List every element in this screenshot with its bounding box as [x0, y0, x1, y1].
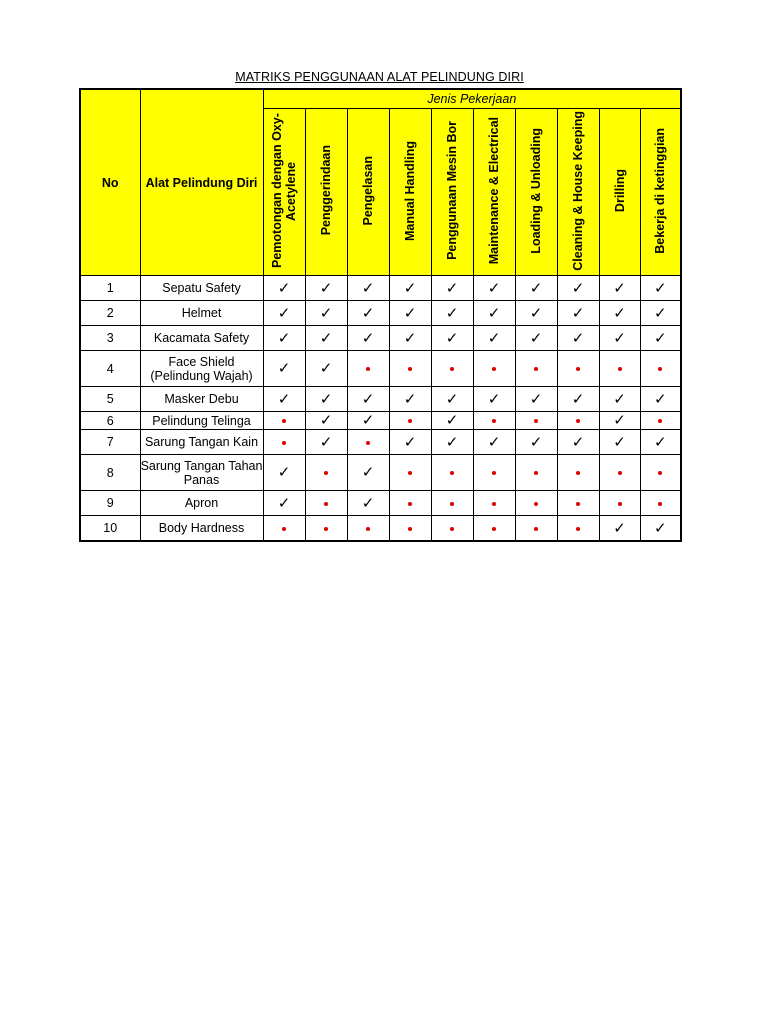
table-row — [80, 430, 681, 455]
required-check-cell — [305, 326, 347, 351]
ppe-item-name: Apron — [140, 491, 263, 516]
required-check-cell — [347, 491, 389, 516]
required-check-cell — [473, 276, 515, 301]
required-check-cell — [347, 387, 389, 412]
required-check-cell — [640, 430, 681, 455]
header-no: No — [80, 89, 140, 276]
required-check-cell — [557, 301, 599, 326]
red-dot-icon — [534, 471, 538, 475]
required-check-cell — [305, 387, 347, 412]
check-icon: ✓ — [445, 329, 459, 347]
check-icon: ✓ — [613, 412, 626, 429]
table-row — [80, 516, 681, 542]
required-check-cell — [347, 412, 389, 430]
required-check-cell — [557, 430, 599, 455]
not-required-cell — [347, 516, 389, 542]
job-header-label: Loading & Unloading — [529, 127, 543, 254]
required-check-cell — [431, 301, 473, 326]
table-row — [80, 276, 681, 301]
not-required-cell — [515, 351, 557, 387]
check-icon: ✓ — [529, 390, 543, 408]
check-icon: ✓ — [361, 329, 375, 347]
required-check-cell — [431, 430, 473, 455]
red-dot-icon — [658, 419, 662, 423]
job-header — [515, 109, 557, 276]
not-required-cell — [640, 491, 681, 516]
job-header-label: Maintenance & Electrical — [487, 116, 501, 265]
check-icon: ✓ — [277, 329, 291, 347]
required-check-cell — [347, 276, 389, 301]
header-job-group: Jenis Pekerjaan — [263, 89, 681, 109]
red-dot-icon — [576, 419, 580, 423]
required-check-cell — [305, 276, 347, 301]
check-icon: ✓ — [529, 304, 543, 322]
red-dot-icon — [408, 367, 412, 371]
job-header-label: Bekerja di ketinggian — [653, 127, 668, 254]
required-check-cell — [473, 301, 515, 326]
check-icon: ✓ — [613, 390, 626, 408]
required-check-cell — [431, 412, 473, 430]
check-icon: ✓ — [613, 279, 626, 297]
required-check-cell — [389, 301, 431, 326]
required-check-cell — [305, 351, 347, 387]
check-icon: ✓ — [319, 304, 333, 322]
check-icon: ✓ — [277, 279, 291, 297]
required-check-cell — [305, 430, 347, 455]
red-dot-icon — [534, 419, 538, 423]
not-required-cell — [557, 351, 599, 387]
check-icon: ✓ — [613, 519, 626, 537]
required-check-cell — [347, 301, 389, 326]
required-check-cell — [515, 301, 557, 326]
check-icon: ✓ — [319, 412, 333, 429]
check-icon: ✓ — [361, 390, 375, 408]
required-check-cell — [263, 351, 305, 387]
check-icon: ✓ — [445, 412, 459, 429]
check-icon: ✓ — [529, 329, 543, 347]
table-row — [80, 387, 681, 412]
required-check-cell — [263, 387, 305, 412]
job-header — [305, 109, 347, 276]
not-required-cell — [431, 516, 473, 542]
not-required-cell — [599, 491, 640, 516]
not-required-cell — [557, 455, 599, 491]
check-icon: ✓ — [403, 390, 417, 408]
not-required-cell — [389, 516, 431, 542]
job-header-label: Penggunaan Mesin Bor — [445, 121, 459, 260]
row-number: 8 — [80, 455, 140, 491]
not-required-cell — [389, 412, 431, 430]
check-icon: ✓ — [487, 279, 501, 297]
row-number: 3 — [80, 326, 140, 351]
red-dot-icon — [324, 527, 328, 531]
check-icon: ✓ — [654, 519, 667, 537]
not-required-cell — [640, 351, 681, 387]
required-check-cell — [473, 430, 515, 455]
required-check-cell — [263, 276, 305, 301]
table-row — [80, 491, 681, 516]
not-required-cell — [515, 516, 557, 542]
not-required-cell — [599, 351, 640, 387]
not-required-cell — [263, 412, 305, 430]
matrix-body — [80, 276, 681, 542]
job-header — [263, 109, 305, 276]
required-check-cell — [599, 430, 640, 455]
check-icon: ✓ — [403, 329, 417, 347]
row-number: 10 — [80, 516, 140, 542]
not-required-cell — [473, 455, 515, 491]
ppe-item-name: Helmet — [140, 301, 263, 326]
check-icon: ✓ — [445, 433, 459, 451]
red-dot-icon — [324, 471, 328, 475]
row-number: 7 — [80, 430, 140, 455]
table-row — [80, 301, 681, 326]
red-dot-icon — [408, 502, 412, 506]
check-icon: ✓ — [403, 433, 417, 451]
required-check-cell — [599, 326, 640, 351]
not-required-cell — [515, 491, 557, 516]
document-title: MATRIKS PENGGUNAAN ALAT PELINDUNG DIRI — [235, 70, 524, 84]
table-row — [80, 326, 681, 351]
check-icon: ✓ — [445, 279, 459, 297]
red-dot-icon — [534, 502, 538, 506]
check-icon: ✓ — [361, 279, 375, 297]
row-number: 9 — [80, 491, 140, 516]
check-icon: ✓ — [361, 304, 375, 322]
required-check-cell — [263, 491, 305, 516]
check-icon: ✓ — [361, 494, 375, 512]
required-check-cell — [473, 387, 515, 412]
check-icon: ✓ — [319, 433, 333, 451]
row-number: 2 — [80, 301, 140, 326]
job-header — [431, 109, 473, 276]
red-dot-icon — [366, 441, 370, 445]
required-check-cell — [263, 455, 305, 491]
red-dot-icon — [534, 527, 538, 531]
check-icon: ✓ — [654, 279, 667, 297]
row-number: 1 — [80, 276, 140, 301]
table-row — [80, 455, 681, 491]
not-required-cell — [389, 491, 431, 516]
required-check-cell — [389, 387, 431, 412]
red-dot-icon — [534, 367, 538, 371]
check-icon: ✓ — [613, 304, 626, 322]
red-dot-icon — [492, 419, 496, 423]
not-required-cell — [263, 430, 305, 455]
required-check-cell — [599, 301, 640, 326]
check-icon: ✓ — [361, 464, 375, 481]
check-icon: ✓ — [571, 390, 585, 408]
not-required-cell — [347, 351, 389, 387]
red-dot-icon — [450, 527, 454, 531]
red-dot-icon — [450, 502, 454, 506]
required-check-cell — [640, 326, 681, 351]
not-required-cell — [557, 516, 599, 542]
check-icon: ✓ — [361, 412, 375, 429]
red-dot-icon — [618, 502, 622, 506]
red-dot-icon — [324, 502, 328, 506]
required-check-cell — [431, 276, 473, 301]
required-check-cell — [347, 326, 389, 351]
row-number: 6 — [80, 412, 140, 430]
check-icon: ✓ — [277, 390, 291, 408]
red-dot-icon — [492, 502, 496, 506]
check-icon: ✓ — [487, 390, 501, 408]
table-row — [80, 351, 681, 387]
job-header — [347, 109, 389, 276]
not-required-cell — [473, 412, 515, 430]
check-icon: ✓ — [319, 279, 333, 297]
red-dot-icon — [492, 367, 496, 371]
red-dot-icon — [576, 527, 580, 531]
required-check-cell — [640, 387, 681, 412]
job-header — [557, 109, 599, 276]
check-icon: ✓ — [571, 279, 585, 297]
not-required-cell — [347, 430, 389, 455]
required-check-cell — [263, 301, 305, 326]
ppe-item-name: Body Hardness — [140, 516, 263, 542]
job-header-label: Pemotongan dengan Oxy-Acetylene — [270, 113, 298, 268]
not-required-cell — [389, 351, 431, 387]
job-header — [599, 109, 640, 276]
red-dot-icon — [282, 419, 286, 423]
not-required-cell — [515, 412, 557, 430]
required-check-cell — [557, 276, 599, 301]
job-header-label: Manual Handling — [403, 140, 417, 241]
required-check-cell — [599, 387, 640, 412]
not-required-cell — [640, 455, 681, 491]
not-required-cell — [431, 455, 473, 491]
required-check-cell — [557, 387, 599, 412]
ppe-item-name: Face Shield (Pelindung Wajah) — [140, 351, 263, 387]
check-icon: ✓ — [445, 390, 459, 408]
red-dot-icon — [282, 441, 286, 445]
check-icon: ✓ — [529, 279, 543, 297]
not-required-cell — [473, 491, 515, 516]
check-icon: ✓ — [571, 304, 585, 322]
red-dot-icon — [576, 502, 580, 506]
table-row — [80, 412, 681, 430]
not-required-cell — [305, 455, 347, 491]
red-dot-icon — [450, 367, 454, 371]
not-required-cell — [515, 455, 557, 491]
required-check-cell — [389, 430, 431, 455]
red-dot-icon — [408, 419, 412, 423]
red-dot-icon — [450, 471, 454, 475]
ppe-item-name: Sepatu Safety — [140, 276, 263, 301]
not-required-cell — [473, 351, 515, 387]
not-required-cell — [640, 412, 681, 430]
check-icon: ✓ — [277, 464, 291, 481]
red-dot-icon — [366, 367, 370, 371]
check-icon: ✓ — [654, 304, 667, 322]
check-icon: ✓ — [654, 433, 667, 451]
check-icon: ✓ — [403, 279, 417, 297]
ppe-item-name: Sarung Tangan Tahan Panas — [140, 455, 263, 491]
not-required-cell — [263, 516, 305, 542]
ppe-item-name: Kacamata Safety — [140, 326, 263, 351]
check-icon: ✓ — [445, 304, 459, 322]
check-icon: ✓ — [403, 304, 417, 322]
not-required-cell — [431, 491, 473, 516]
ppe-matrix-table — [79, 88, 682, 542]
job-header — [640, 109, 681, 276]
not-required-cell — [389, 455, 431, 491]
required-check-cell — [347, 455, 389, 491]
red-dot-icon — [618, 471, 622, 475]
red-dot-icon — [282, 527, 286, 531]
check-icon: ✓ — [571, 433, 585, 451]
check-icon: ✓ — [277, 304, 291, 322]
check-icon: ✓ — [319, 360, 333, 377]
required-check-cell — [515, 387, 557, 412]
check-icon: ✓ — [654, 390, 667, 408]
red-dot-icon — [366, 527, 370, 531]
required-check-cell — [515, 326, 557, 351]
required-check-cell — [473, 326, 515, 351]
red-dot-icon — [576, 367, 580, 371]
job-header-label: Pengelasan — [361, 155, 375, 226]
job-header — [389, 109, 431, 276]
red-dot-icon — [492, 527, 496, 531]
job-header — [473, 109, 515, 276]
not-required-cell — [599, 455, 640, 491]
required-check-cell — [640, 516, 681, 542]
required-check-cell — [305, 412, 347, 430]
not-required-cell — [557, 491, 599, 516]
check-icon: ✓ — [277, 494, 291, 512]
required-check-cell — [599, 516, 640, 542]
ppe-item-name: Pelindung Telinga — [140, 412, 263, 430]
check-icon: ✓ — [277, 360, 291, 377]
red-dot-icon — [618, 367, 622, 371]
required-check-cell — [640, 301, 681, 326]
required-check-cell — [389, 326, 431, 351]
red-dot-icon — [576, 471, 580, 475]
not-required-cell — [305, 491, 347, 516]
check-icon: ✓ — [571, 329, 585, 347]
red-dot-icon — [492, 471, 496, 475]
red-dot-icon — [658, 367, 662, 371]
not-required-cell — [305, 516, 347, 542]
not-required-cell — [473, 516, 515, 542]
check-icon: ✓ — [613, 329, 626, 347]
required-check-cell — [515, 276, 557, 301]
check-icon: ✓ — [487, 433, 501, 451]
header-item: Alat Pelindung Diri — [140, 89, 263, 276]
required-check-cell — [599, 276, 640, 301]
required-check-cell — [599, 412, 640, 430]
required-check-cell — [305, 301, 347, 326]
check-icon: ✓ — [613, 433, 626, 451]
not-required-cell — [431, 351, 473, 387]
job-header-label: Cleaning & House Keeping — [571, 110, 585, 271]
required-check-cell — [557, 326, 599, 351]
check-icon: ✓ — [487, 329, 501, 347]
check-icon: ✓ — [487, 304, 501, 322]
ppe-item-name: Masker Debu — [140, 387, 263, 412]
job-header-label: Drilling — [612, 168, 627, 213]
check-icon: ✓ — [654, 329, 667, 347]
required-check-cell — [431, 387, 473, 412]
not-required-cell — [557, 412, 599, 430]
row-number: 4 — [80, 351, 140, 387]
check-icon: ✓ — [319, 390, 333, 408]
required-check-cell — [515, 430, 557, 455]
required-check-cell — [431, 326, 473, 351]
check-icon: ✓ — [529, 433, 543, 451]
required-check-cell — [640, 276, 681, 301]
row-number: 5 — [80, 387, 140, 412]
red-dot-icon — [408, 527, 412, 531]
red-dot-icon — [408, 471, 412, 475]
check-icon: ✓ — [319, 329, 333, 347]
job-header-label: Penggerindaan — [319, 145, 333, 236]
red-dot-icon — [658, 471, 662, 475]
required-check-cell — [389, 276, 431, 301]
ppe-item-name: Sarung Tangan Kain — [140, 430, 263, 455]
red-dot-icon — [658, 502, 662, 506]
required-check-cell — [263, 326, 305, 351]
